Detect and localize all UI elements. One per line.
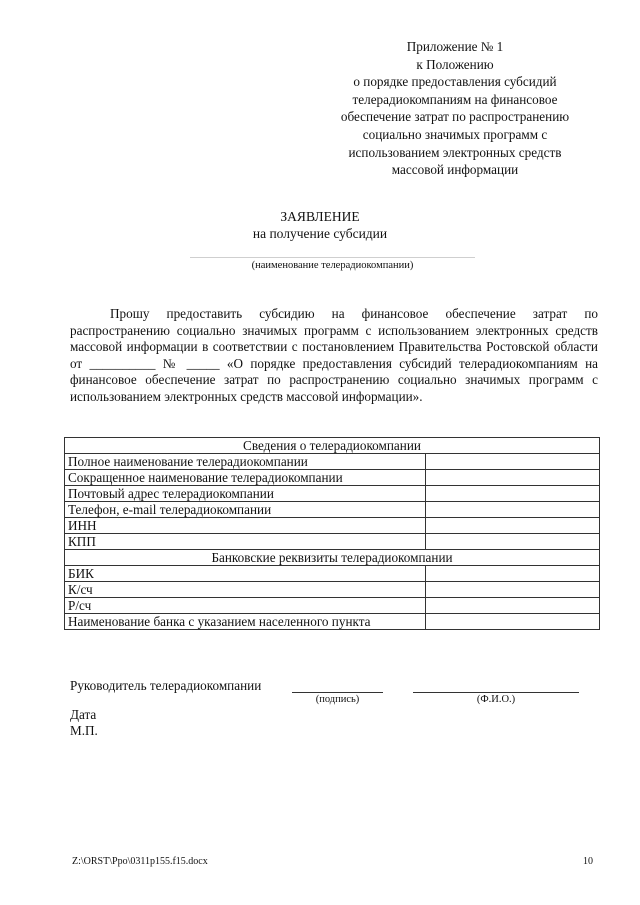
table-row xyxy=(65,614,600,630)
row-label: ИНН xyxy=(65,518,426,534)
table-row xyxy=(65,518,600,534)
table-row xyxy=(65,534,600,550)
table-row xyxy=(65,566,600,582)
company-name-caption: (наименование телерадиокомпании) xyxy=(251,260,414,271)
appendix-line: к Положению xyxy=(416,56,494,72)
stamp-label: М.П. xyxy=(70,723,98,738)
row-label: КПП xyxy=(65,534,426,550)
appendix-line: обеспечение затрат по распространению xyxy=(340,109,570,125)
row-value xyxy=(426,518,600,534)
request-paragraph: Прошу предоставить субсидию на финансовое обеспечение затрат по распространению социально значимых программ с использованием электронных средств массовой информации в соответствии с постановлением Правительства Ростовской области от __________ № _____ «О порядке предоставления субсидий телерадиокомпаниям на финансовое обеспечение затрат по распространению социально значимых программ с использованием электронных средств массовой информации». xyxy=(70,306,598,404)
company-name-line xyxy=(190,257,475,258)
footer-file-path: Z:\ORST\Ppo\0311p155.f15.docx xyxy=(72,856,208,867)
row-value xyxy=(426,470,600,486)
row-value xyxy=(426,486,600,502)
row-value xyxy=(426,598,600,614)
appendix-line: Приложение № 1 xyxy=(406,39,504,54)
head-label: Руководитель телерадиокомпании xyxy=(70,678,262,693)
appendix-line: социально значимых программ с xyxy=(362,126,548,142)
section-heading-bank: Банковские реквизиты телерадиокомпании xyxy=(65,550,600,566)
table-row xyxy=(65,470,600,486)
table-row xyxy=(65,502,600,518)
row-value xyxy=(426,582,600,598)
table-row xyxy=(65,454,600,470)
table-row xyxy=(65,486,600,502)
row-label: Наименование банка с указанием населенного пункта xyxy=(65,614,426,630)
row-value xyxy=(426,454,600,470)
row-value xyxy=(426,614,600,630)
full-name-caption: (Ф.И.О.) xyxy=(476,694,516,705)
table-row xyxy=(65,582,600,598)
row-value xyxy=(426,502,600,518)
title-sub: на получение субсидии xyxy=(252,226,388,241)
row-label: БИК xyxy=(65,566,426,582)
date-stamp-block xyxy=(70,707,98,739)
row-value xyxy=(426,566,600,582)
row-label: Сокращенное наименование телерадиокомпании xyxy=(65,470,426,486)
footer-page-number: 10 xyxy=(583,856,593,867)
row-label: Телефон, e-mail телерадиокомпании xyxy=(65,502,426,518)
date-label: Дата xyxy=(70,707,97,722)
row-value xyxy=(426,534,600,550)
title-main: ЗАЯВЛЕНИЕ xyxy=(280,209,360,224)
appendix-header xyxy=(310,38,600,179)
row-label: Почтовый адрес телерадиокомпании xyxy=(65,486,426,502)
table-row xyxy=(65,598,600,614)
row-label: К/сч xyxy=(65,582,426,598)
company-info-table xyxy=(64,437,600,630)
appendix-line: массовой информации xyxy=(391,162,519,178)
appendix-line: использованием электронных средств xyxy=(348,144,562,160)
row-label: Р/сч xyxy=(65,598,426,614)
document-title xyxy=(0,208,640,242)
appendix-line: телерадиокомпаниям на финансовое xyxy=(352,91,558,107)
row-label: Полное наименование телерадиокомпании xyxy=(65,454,426,470)
appendix-line: о порядке предоставления субсидий xyxy=(353,74,557,90)
signature-caption: (подпись) xyxy=(315,694,360,705)
section-heading-company: Сведения о телерадиокомпании xyxy=(65,438,600,454)
